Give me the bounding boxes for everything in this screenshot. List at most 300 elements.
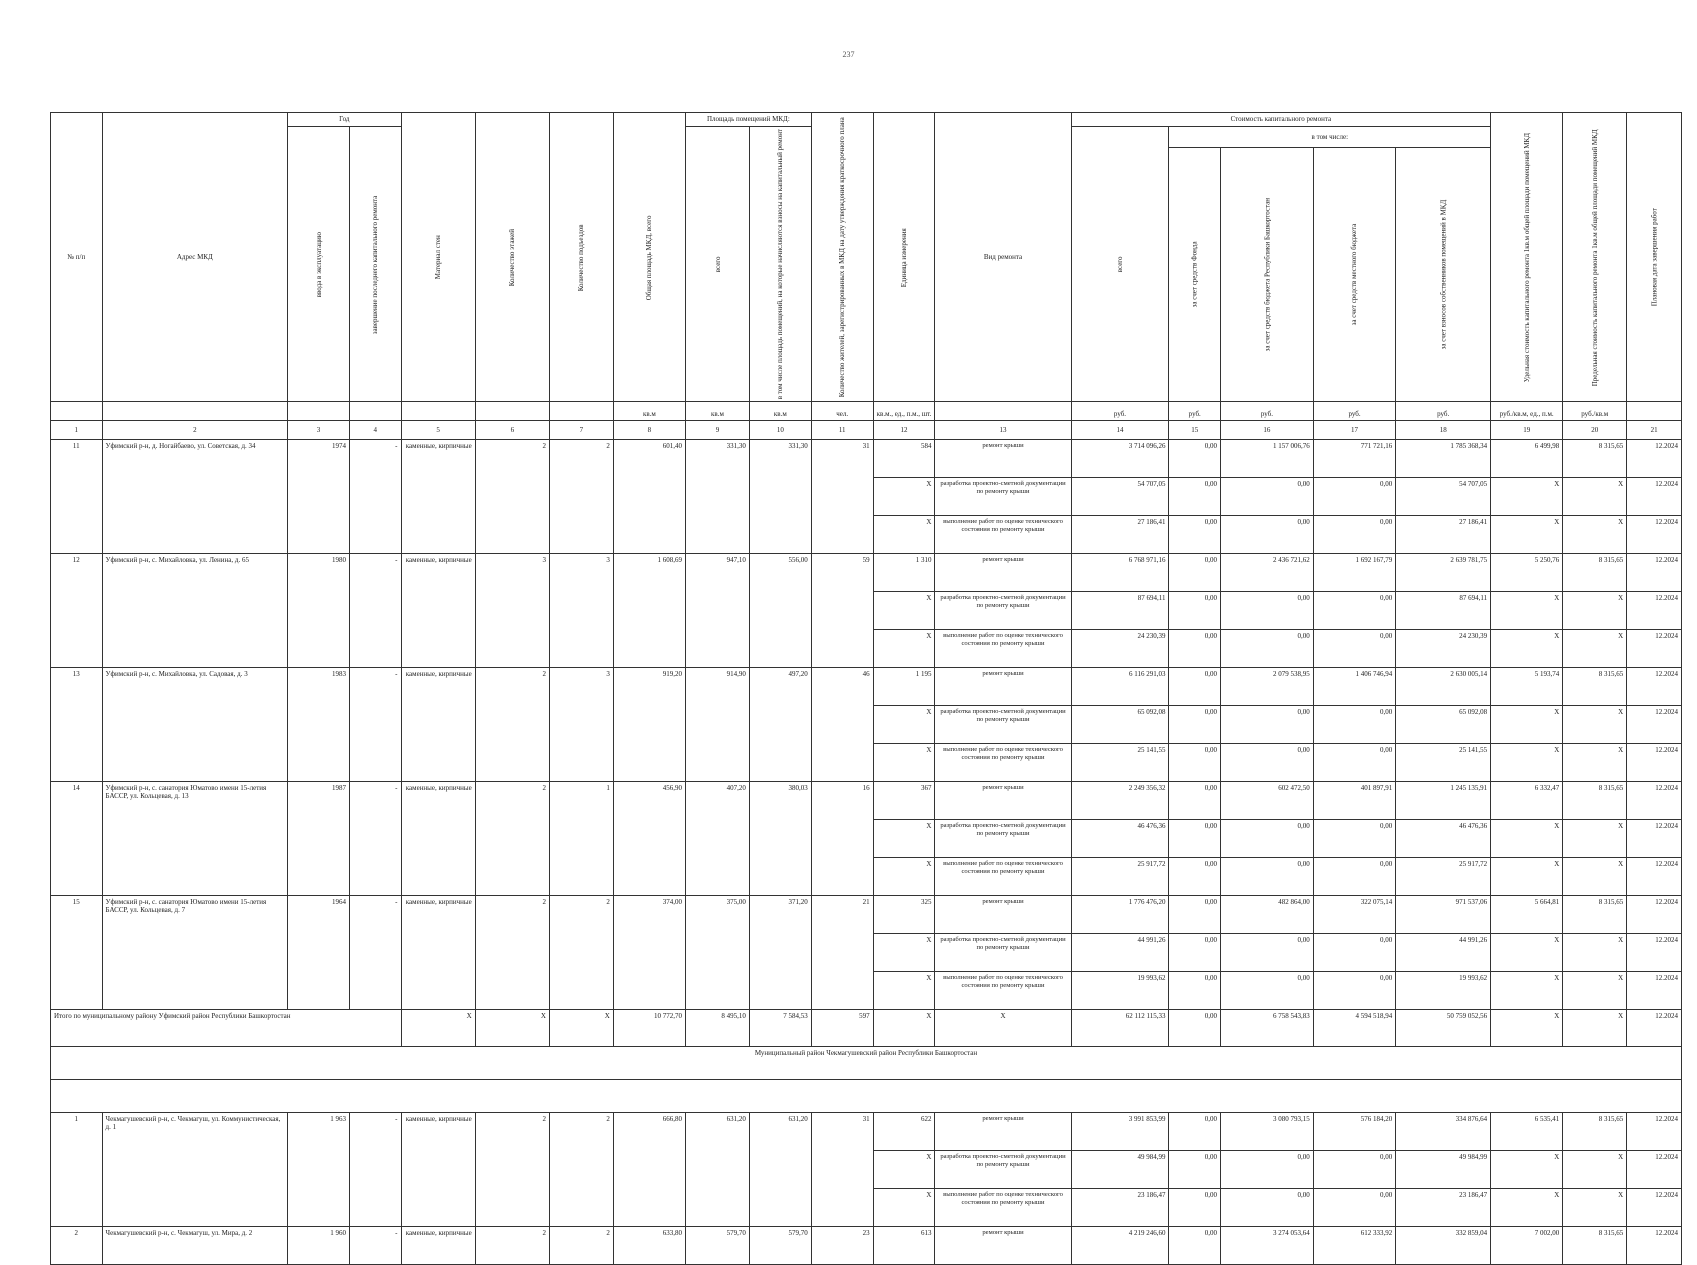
cost-republic: 2 079 538,95: [1221, 668, 1314, 706]
col-header-floors: Количество этажей: [475, 113, 549, 402]
cost-local: 612 333,92: [1313, 1227, 1395, 1265]
limit-cost: X: [1563, 1189, 1627, 1227]
specific-cost: 5 250,76: [1491, 554, 1563, 592]
cost-local: 1 692 167,79: [1313, 554, 1395, 592]
unit-cell: кв.м: [749, 402, 811, 421]
cost-local: 0,00: [1313, 630, 1395, 668]
work-unit-value: X: [873, 858, 935, 896]
work-unit-value: X: [873, 1189, 935, 1227]
cost-total: 25 917,72: [1071, 858, 1169, 896]
deadline-date: 12.2024: [1627, 1227, 1682, 1265]
work-type: разработка проектно-сметной документации по ремонту крыши: [935, 592, 1071, 630]
building-address: Уфимский р-н, с. санатория Юматово имени 15-летия БАССР, ул. Кольцевая, д. 7: [102, 896, 288, 1010]
cost-owners: 19 993,62: [1396, 972, 1491, 1010]
column-number-cell: 11: [811, 421, 873, 440]
premises-area-contributing: 556,00: [749, 554, 811, 668]
cost-republic: 0,00: [1221, 706, 1314, 744]
work-unit-value: X: [873, 478, 935, 516]
cost-total: 1 776 476,20: [1071, 896, 1169, 934]
work-unit-value: X: [873, 592, 935, 630]
work-type: разработка проектно-сметной документации по ремонту крыши: [935, 820, 1071, 858]
limit-cost: X: [1563, 1010, 1627, 1047]
last-repair-year: -: [349, 440, 401, 554]
cost-republic: 0,00: [1221, 858, 1314, 896]
table-row: [51, 782, 1682, 820]
header-row-1: [51, 113, 1682, 127]
cost-local: 0,00: [1313, 592, 1395, 630]
limit-cost: 8 315,65: [1563, 896, 1627, 934]
table-row: [51, 1227, 1682, 1265]
specific-cost: X: [1491, 592, 1563, 630]
limit-cost: 8 315,65: [1563, 668, 1627, 706]
limit-cost: X: [1563, 630, 1627, 668]
work-type: выполнение работ по оценке технического состояния по ремонту крыши: [935, 972, 1071, 1010]
total-label: Итого по муниципальному району Уфимский район Республики Башкортостан: [51, 1010, 402, 1047]
work-type: разработка проектно-сметной документации по ремонту крыши: [935, 934, 1071, 972]
total-placeholder: X: [475, 1010, 549, 1047]
row-number: 14: [51, 782, 103, 896]
floor-count: 2: [475, 1113, 549, 1227]
cost-local: 0,00: [1313, 1189, 1395, 1227]
limit-cost: X: [1563, 858, 1627, 896]
column-number-cell: 3: [288, 421, 350, 440]
cost-owners: 1 785 368,34: [1396, 440, 1491, 478]
col-header-cost-owners: за счет взносов собственников помещений в МКД: [1396, 147, 1491, 401]
total-area: 919,20: [613, 668, 685, 782]
cost-local: 0,00: [1313, 934, 1395, 972]
specific-cost: X: [1491, 706, 1563, 744]
cost-owners: 2 639 781,75: [1396, 554, 1491, 592]
building-address: Уфимский р-н, д. Ногайбаево, ул. Советская, д. 34: [102, 440, 288, 554]
cost-republic: 0,00: [1221, 744, 1314, 782]
total-area: 1 608,69: [613, 554, 685, 668]
cost-owners: 27 186,41: [1396, 516, 1491, 554]
work-unit-value: X: [873, 706, 935, 744]
work-unit-value: 1 195: [873, 668, 935, 706]
limit-cost: 8 315,65: [1563, 440, 1627, 478]
work-type: ремонт крыши: [935, 1227, 1071, 1265]
cost-republic: 0,00: [1221, 1189, 1314, 1227]
entrance-count: 1: [549, 782, 613, 896]
cost-fund: 0,00: [1169, 744, 1221, 782]
column-number-cell: 5: [401, 421, 475, 440]
cost-owners: 87 694,11: [1396, 592, 1491, 630]
total-area: 666,80: [613, 1113, 685, 1227]
col-header-total-area: Общая площадь МКД, всего: [613, 113, 685, 402]
col-header-residents: Количество жителей, зарегистрированных в МКД на дату утверждения краткосрочного плана: [811, 113, 873, 402]
cost-owners: 49 984,99: [1396, 1151, 1491, 1189]
cost-republic: 3 080 793,15: [1221, 1113, 1314, 1151]
deadline-date: 12.2024: [1627, 668, 1682, 706]
deadline-date: 12.2024: [1627, 1010, 1682, 1047]
specific-cost: X: [1491, 934, 1563, 972]
premises-area-contributing: 631,20: [749, 1113, 811, 1227]
specific-cost: 6 535,41: [1491, 1113, 1563, 1151]
resident-count: 59: [811, 554, 873, 668]
deadline-date: 12.2024: [1627, 1113, 1682, 1151]
column-number-cell: 10: [749, 421, 811, 440]
deadline-date: 12.2024: [1627, 820, 1682, 858]
deadline-date: 12.2024: [1627, 1189, 1682, 1227]
work-type: разработка проектно-сметной документации по ремонту крыши: [935, 478, 1071, 516]
unit-cell: [51, 402, 103, 421]
limit-cost: X: [1563, 744, 1627, 782]
premises-area-total: 631,20: [686, 1113, 750, 1227]
specific-cost: X: [1491, 1151, 1563, 1189]
limit-cost: 8 315,65: [1563, 1113, 1627, 1151]
work-unit-value: 613: [873, 1227, 935, 1265]
unit-cell: руб.: [1169, 402, 1221, 421]
work-unit-value: X: [873, 744, 935, 782]
premises-area-contributing: 331,30: [749, 440, 811, 554]
cost-fund: 0,00: [1169, 972, 1221, 1010]
deadline-date: 12.2024: [1627, 478, 1682, 516]
cost-total: 54 707,05: [1071, 478, 1169, 516]
resident-count: 31: [811, 440, 873, 554]
total-area: 456,90: [613, 782, 685, 896]
resident-count: 31: [811, 1113, 873, 1227]
work-unit-value: X: [873, 1151, 935, 1189]
unit-cell: руб./кв.м: [1563, 402, 1627, 421]
work-type: X: [935, 1010, 1071, 1047]
column-number-cell: 14: [1071, 421, 1169, 440]
specific-cost: 7 002,00: [1491, 1227, 1563, 1265]
cost-republic: 3 274 053,64: [1221, 1227, 1314, 1265]
column-number-cell: 16: [1221, 421, 1314, 440]
floor-count: 2: [475, 782, 549, 896]
entrance-count: 2: [549, 896, 613, 1010]
specific-cost: X: [1491, 972, 1563, 1010]
unit-cell: [935, 402, 1071, 421]
cost-total: 3 714 096,26: [1071, 440, 1169, 478]
cost-fund: 0,00: [1169, 934, 1221, 972]
cost-total: 6 768 971,16: [1071, 554, 1169, 592]
work-unit-value: 325: [873, 896, 935, 934]
specific-cost: X: [1491, 744, 1563, 782]
spacer-row: [51, 1080, 1682, 1113]
section-title-row: [51, 1047, 1682, 1080]
work-type: выполнение работ по оценке технического состояния по ремонту крыши: [935, 744, 1071, 782]
work-unit-value: 367: [873, 782, 935, 820]
cost-fund: 0,00: [1169, 896, 1221, 934]
col-header-limit-cost: Предельная стоимость капитального ремонта 1кв.м общей площади помещений МКД: [1563, 113, 1627, 402]
work-unit-value: 1 310: [873, 554, 935, 592]
cost-fund: 0,00: [1169, 1227, 1221, 1265]
unit-cell: [401, 402, 475, 421]
row-number: 11: [51, 440, 103, 554]
cost-fund: 0,00: [1169, 1151, 1221, 1189]
unit-cell: [288, 402, 350, 421]
wall-material: каменные, кирпичные: [401, 896, 475, 1010]
cost-republic: 0,00: [1221, 592, 1314, 630]
wall-material: каменные, кирпичные: [401, 1227, 475, 1265]
wall-material: каменные, кирпичные: [401, 668, 475, 782]
building-address: Уфимский р-н, с. Михайловка, ул. Садовая, д. 3: [102, 668, 288, 782]
column-number-cell: 12: [873, 421, 935, 440]
col-header-cost-fund: за счет средств Фонда: [1169, 147, 1221, 401]
cost-republic: 482 864,00: [1221, 896, 1314, 934]
row-number: 2: [51, 1227, 103, 1265]
limit-cost: 8 315,65: [1563, 554, 1627, 592]
work-unit-value: X: [873, 1010, 935, 1047]
cost-republic: 0,00: [1221, 516, 1314, 554]
cost-owners: 1 245 135,91: [1396, 782, 1491, 820]
cost-owners: 50 759 052,56: [1396, 1010, 1491, 1047]
premises-area-total: 331,30: [686, 440, 750, 554]
cost-republic: 0,00: [1221, 934, 1314, 972]
cost-owners: 25 141,55: [1396, 744, 1491, 782]
deadline-date: 12.2024: [1627, 858, 1682, 896]
col-header-cost-total: всего: [1071, 127, 1169, 402]
cost-owners: 971 537,06: [1396, 896, 1491, 934]
unit-cell: [102, 402, 288, 421]
work-unit-value: X: [873, 972, 935, 1010]
total-placeholder: X: [549, 1010, 613, 1047]
column-number-cell: 17: [1313, 421, 1395, 440]
resident-count: 46: [811, 668, 873, 782]
last-repair-year: -: [349, 554, 401, 668]
table-row: [51, 896, 1682, 934]
cost-local: 401 897,91: [1313, 782, 1395, 820]
cost-fund: 0,00: [1169, 630, 1221, 668]
premises-area-total: 947,10: [686, 554, 750, 668]
cost-owners: 24 230,39: [1396, 630, 1491, 668]
table-row: [51, 554, 1682, 592]
limit-cost: X: [1563, 592, 1627, 630]
work-type: выполнение работ по оценке технического состояния по ремонту крыши: [935, 858, 1071, 896]
commission-year: 1 960: [288, 1227, 350, 1265]
building-address: Уфимский р-н, с. Михайловка, ул. Ленина, д. 65: [102, 554, 288, 668]
cost-local: 4 594 518,94: [1313, 1010, 1395, 1047]
limit-cost: X: [1563, 820, 1627, 858]
col-header-premises-total: всего: [686, 127, 750, 402]
section-title: Муниципальный район Чекмагушевский район Республики Башкортостан: [51, 1047, 1682, 1080]
total-area: 10 772,70: [613, 1010, 685, 1047]
col-header-work-type: Вид ремонта: [935, 113, 1071, 402]
cost-republic: 0,00: [1221, 478, 1314, 516]
specific-cost: 6 332,47: [1491, 782, 1563, 820]
col-header-num: № п/п: [51, 113, 103, 402]
col-header-deadline: Плановая дата завершения работ: [1627, 113, 1682, 402]
column-number-cell: 15: [1169, 421, 1221, 440]
work-type: разработка проектно-сметной документации по ремонту крыши: [935, 706, 1071, 744]
work-type: ремонт крыши: [935, 896, 1071, 934]
cost-local: 0,00: [1313, 478, 1395, 516]
empty-cell: [51, 1080, 1682, 1113]
column-number-cell: 13: [935, 421, 1071, 440]
column-number-cell: 21: [1627, 421, 1682, 440]
unit-cell: кв.м: [613, 402, 685, 421]
wall-material: каменные, кирпичные: [401, 554, 475, 668]
entrance-count: 2: [549, 440, 613, 554]
work-type: выполнение работ по оценке технического состояния по ремонту крыши: [935, 1189, 1071, 1227]
cost-total: 24 230,39: [1071, 630, 1169, 668]
specific-cost: X: [1491, 516, 1563, 554]
cost-fund: 0,00: [1169, 440, 1221, 478]
work-unit-value: X: [873, 820, 935, 858]
cost-owners: 332 859,04: [1396, 1227, 1491, 1265]
cost-total: 65 092,08: [1071, 706, 1169, 744]
unit-cell: руб.: [1396, 402, 1491, 421]
cost-local: 771 721,16: [1313, 440, 1395, 478]
limit-cost: X: [1563, 706, 1627, 744]
floor-count: 2: [475, 1227, 549, 1265]
cost-republic: 2 436 721,62: [1221, 554, 1314, 592]
table-row: [51, 668, 1682, 706]
unit-cell: чел.: [811, 402, 873, 421]
deadline-date: 12.2024: [1627, 592, 1682, 630]
limit-cost: X: [1563, 516, 1627, 554]
page-number: 237: [842, 50, 855, 59]
work-unit-value: X: [873, 630, 935, 668]
building-address: Чекмагушевский р-н, с. Чекмагуш, ул. Мира, д. 2: [102, 1227, 288, 1265]
resident-count: 597: [811, 1010, 873, 1047]
cost-owners: 46 476,36: [1396, 820, 1491, 858]
unit-cell: [349, 402, 401, 421]
col-header-specific-cost: Удельная стоимость капитального ремонта 1кв.м общей площади помещений МКД: [1491, 113, 1563, 402]
table-row: [51, 440, 1682, 478]
col-header-year-group: Год: [288, 113, 401, 127]
cost-local: 322 075,14: [1313, 896, 1395, 934]
deadline-date: 12.2024: [1627, 972, 1682, 1010]
cost-fund: 0,00: [1169, 478, 1221, 516]
cost-republic: 0,00: [1221, 630, 1314, 668]
column-number-cell: 2: [102, 421, 288, 440]
col-header-unit: Единица измерения: [873, 113, 935, 402]
cost-owners: 54 707,05: [1396, 478, 1491, 516]
cost-total: 27 186,41: [1071, 516, 1169, 554]
premises-area-contributing: 579,70: [749, 1227, 811, 1265]
cost-fund: 0,00: [1169, 592, 1221, 630]
column-number-cell: 20: [1563, 421, 1627, 440]
wall-material: каменные, кирпичные: [401, 440, 475, 554]
cost-fund: 0,00: [1169, 554, 1221, 592]
total-area: 601,40: [613, 440, 685, 554]
row-number: 13: [51, 668, 103, 782]
limit-cost: X: [1563, 1151, 1627, 1189]
work-type: выполнение работ по оценке технического состояния по ремонту крыши: [935, 630, 1071, 668]
row-number: 1: [51, 1113, 103, 1227]
work-type: ремонт крыши: [935, 440, 1071, 478]
deadline-date: 12.2024: [1627, 630, 1682, 668]
cost-total: 87 694,11: [1071, 592, 1169, 630]
premises-area-contributing: 497,20: [749, 668, 811, 782]
resident-count: 21: [811, 896, 873, 1010]
cost-total: 23 186,47: [1071, 1189, 1169, 1227]
last-repair-year: -: [349, 1113, 401, 1227]
limit-cost: 8 315,65: [1563, 782, 1627, 820]
cost-total: 46 476,36: [1071, 820, 1169, 858]
cost-owners: 25 917,72: [1396, 858, 1491, 896]
cost-owners: 65 092,08: [1396, 706, 1491, 744]
col-header-address: Адрес МКД: [102, 113, 288, 402]
commission-year: 1987: [288, 782, 350, 896]
deadline-date: 12.2024: [1627, 440, 1682, 478]
col-header-incl-group: в том числе:: [1169, 127, 1491, 148]
specific-cost: X: [1491, 858, 1563, 896]
work-unit-value: X: [873, 516, 935, 554]
work-type: ремонт крыши: [935, 668, 1071, 706]
cost-total: 49 984,99: [1071, 1151, 1169, 1189]
cost-fund: 0,00: [1169, 858, 1221, 896]
work-unit-value: 584: [873, 440, 935, 478]
cost-local: 0,00: [1313, 820, 1395, 858]
wall-material: каменные, кирпичные: [401, 782, 475, 896]
cost-republic: 602 472,50: [1221, 782, 1314, 820]
unit-cell: [475, 402, 549, 421]
commission-year: 1 963: [288, 1113, 350, 1227]
entrance-count: 3: [549, 668, 613, 782]
cost-owners: 2 630 005,14: [1396, 668, 1491, 706]
last-repair-year: -: [349, 896, 401, 1010]
col-header-wall-material: Материал стен: [401, 113, 475, 402]
specific-cost: X: [1491, 1189, 1563, 1227]
cost-total: 4 219 246,60: [1071, 1227, 1169, 1265]
column-number-cell: 8: [613, 421, 685, 440]
cost-republic: 6 758 543,83: [1221, 1010, 1314, 1047]
premises-area-contributing: 371,20: [749, 896, 811, 1010]
specific-cost: 6 499,98: [1491, 440, 1563, 478]
cost-fund: 0,00: [1169, 668, 1221, 706]
cost-owners: 23 186,47: [1396, 1189, 1491, 1227]
column-number-cell: 9: [686, 421, 750, 440]
wall-material: каменные, кирпичные: [401, 1113, 475, 1227]
cost-local: 0,00: [1313, 858, 1395, 896]
floor-count: 2: [475, 668, 549, 782]
building-address: Уфимский р-н, с. санатория Юматово имени 15-летия БАССР, ул. Кольцевая, д. 13: [102, 782, 288, 896]
row-number: 15: [51, 896, 103, 1010]
district-total-row: [51, 1010, 1682, 1047]
cost-fund: 0,00: [1169, 1189, 1221, 1227]
limit-cost: X: [1563, 934, 1627, 972]
unit-cell: [549, 402, 613, 421]
cost-local: 576 184,20: [1313, 1113, 1395, 1151]
premises-area-contributing: 380,03: [749, 782, 811, 896]
work-type: выполнение работ по оценке технического состояния по ремонту крыши: [935, 516, 1071, 554]
entrance-count: 2: [549, 1227, 613, 1265]
premises-area-total: 8 495,10: [686, 1010, 750, 1047]
cost-local: 0,00: [1313, 744, 1395, 782]
last-repair-year: -: [349, 1227, 401, 1265]
commission-year: 1980: [288, 554, 350, 668]
floor-count: 2: [475, 440, 549, 554]
commission-year: 1983: [288, 668, 350, 782]
column-number-cell: 18: [1396, 421, 1491, 440]
entrance-count: 3: [549, 554, 613, 668]
resident-count: 16: [811, 782, 873, 896]
column-number-cell: 6: [475, 421, 549, 440]
unit-cell: руб.: [1221, 402, 1314, 421]
column-number-cell: 4: [349, 421, 401, 440]
work-type: ремонт крыши: [935, 554, 1071, 592]
cost-local: 1 406 746,94: [1313, 668, 1395, 706]
units-row: [51, 402, 1682, 421]
row-number: 12: [51, 554, 103, 668]
column-numbers-row: [51, 421, 1682, 440]
last-repair-year: -: [349, 668, 401, 782]
cost-total: 19 993,62: [1071, 972, 1169, 1010]
premises-area-contributing: 7 584,53: [749, 1010, 811, 1047]
col-header-year-last-repair: завершение последнего капитального ремонта: [349, 127, 401, 402]
cost-fund: 0,00: [1169, 782, 1221, 820]
deadline-date: 12.2024: [1627, 516, 1682, 554]
premises-area-total: 914,90: [686, 668, 750, 782]
cost-republic: 0,00: [1221, 820, 1314, 858]
col-header-premises-residential: в том числе площадь помещений, на которые начисляются взносы на капитальный ремонт: [749, 127, 811, 402]
limit-cost: X: [1563, 972, 1627, 1010]
work-type: ремонт крыши: [935, 1113, 1071, 1151]
entrance-count: 2: [549, 1113, 613, 1227]
